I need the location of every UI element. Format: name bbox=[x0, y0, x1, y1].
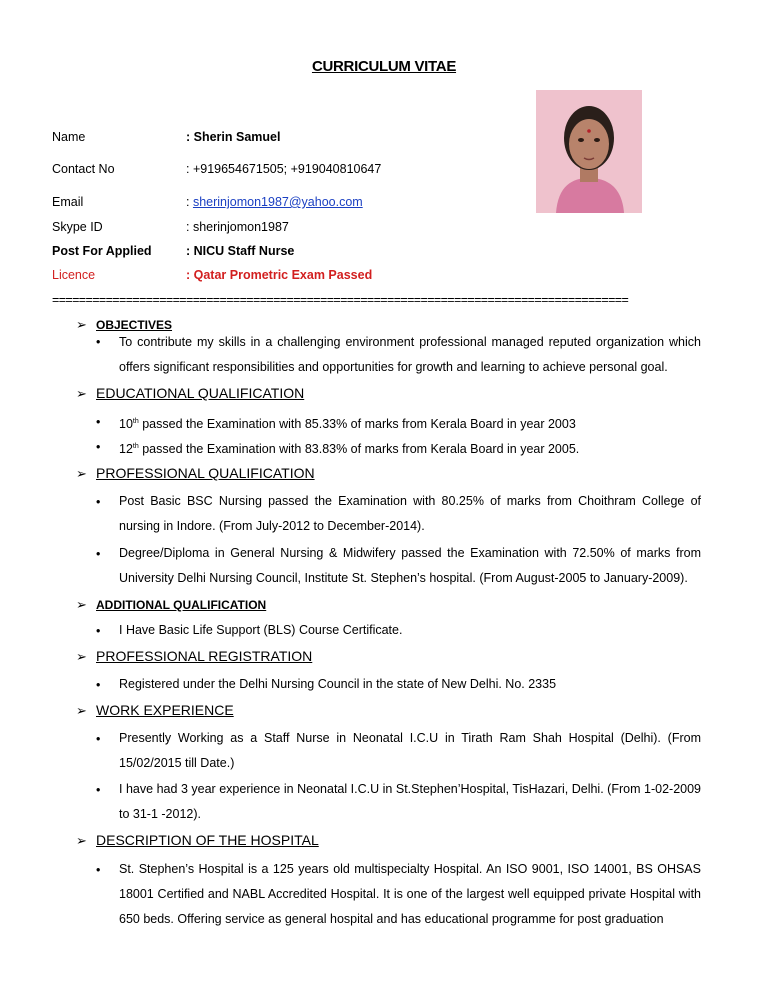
divider-line: ====================================================================================== bbox=[52, 293, 629, 307]
education-text: 10th passed the Examination with 85.33% of marks from Kerala Board in year 2003 bbox=[119, 417, 576, 432]
section-hospital bbox=[76, 832, 319, 849]
section-additional bbox=[76, 597, 266, 613]
skype-label: Skype ID bbox=[52, 220, 103, 234]
bullet-icon: • bbox=[96, 678, 101, 692]
bullet-icon: • bbox=[96, 415, 101, 429]
arrow-icon: ➢ bbox=[76, 703, 87, 718]
section-heading: WORK EXPERIENCE bbox=[96, 702, 234, 718]
objective-text: To contribute my skills in a challenging environment professional managed reputed organization which offers significant responsibilities and opportunities for growth and learning to achieve personal goal. bbox=[119, 335, 701, 374]
bullet-icon: • bbox=[96, 547, 101, 561]
experience-text: I have had 3 year experience in Neonatal I.C.U in St.Stephen’Hospital, TisHazari, Delhi. (From 1-02-2009 to 31-1 -2012). bbox=[119, 782, 701, 821]
profile-photo bbox=[536, 90, 642, 213]
post-value: : NICU Staff Nurse bbox=[186, 244, 295, 258]
professional-text: Post Basic BSC Nursing passed the Examination with 80.25% of marks from Choithram College of nursing in Indore. (From July-2012 to December-2014). bbox=[119, 494, 701, 533]
name-row bbox=[52, 130, 280, 144]
arrow-icon: ➢ bbox=[76, 649, 87, 664]
arrow-icon: ➢ bbox=[76, 317, 87, 332]
post-row bbox=[52, 244, 294, 258]
education-text: 12th passed the Examination with 83.83% of marks from Kerala Board in year 2005. bbox=[119, 442, 580, 457]
professional-text: Degree/Diploma in General Nursing & Midwifery passed the Examination with 72.50% of marks from University Delhi Nursing Council, Institute St. Stephen’s hospital. (From August-2005 to January-2009). bbox=[119, 546, 701, 585]
registration-text: Registered under the Delhi Nursing Council in the state of New Delhi. No. 2335 bbox=[119, 677, 557, 691]
post-label: Post For Applied bbox=[52, 244, 152, 258]
section-heading: PROFESSIONAL REGISTRATION bbox=[96, 648, 313, 664]
arrow-icon: ➢ bbox=[76, 466, 87, 481]
section-professional bbox=[76, 465, 315, 482]
email-prefix: : bbox=[186, 195, 193, 209]
section-heading: DESCRIPTION OF THE HOSPITAL bbox=[96, 832, 319, 848]
bullet-icon: • bbox=[96, 624, 101, 638]
name-value: : Sherin Samuel bbox=[186, 130, 281, 144]
section-heading: ADDITIONAL QUALIFICATION bbox=[96, 598, 267, 612]
contact-label: Contact No bbox=[52, 162, 115, 176]
page-title: CURRICULUM VITAE bbox=[311, 58, 457, 75]
licence-row bbox=[52, 268, 372, 282]
arrow-icon: ➢ bbox=[76, 386, 87, 401]
section-experience bbox=[76, 702, 234, 719]
bullet-icon: • bbox=[96, 440, 101, 454]
contact-value: : +919654671505; +919040810647 bbox=[186, 162, 382, 176]
email-label: Email bbox=[52, 195, 84, 209]
skype-value: : sherinjomon1987 bbox=[186, 220, 289, 234]
section-heading: OBJECTIVES bbox=[96, 318, 173, 332]
bullet-icon: • bbox=[96, 863, 101, 877]
section-heading: EDUCATIONAL QUALIFICATION bbox=[96, 385, 305, 401]
bullet-icon: • bbox=[96, 335, 101, 349]
hospital-text: St. Stephen’s Hospital is a 125 years old multispecialty Hospital. An ISO 9001, ISO 14001, BS OHSAS 18001 Certified and NABL Accredited Hospital. It is one of the largest well equipped private Hospital with 650 beds. Offering service as general hospital and has educational programme for post graduation bbox=[119, 862, 701, 926]
bullet-icon: • bbox=[96, 495, 101, 509]
email-link[interactable]: sherinjomon1987@yahoo.com bbox=[192, 195, 363, 209]
bullet-icon: • bbox=[96, 783, 101, 797]
arrow-icon: ➢ bbox=[76, 833, 87, 848]
licence-label: Licence bbox=[52, 268, 96, 282]
experience-text: Presently Working as a Staff Nurse in Neonatal I.C.U in Tirath Ram Shah Hospital (Delhi). (From 15/02/2015 till Date.) bbox=[119, 731, 701, 770]
licence-value: : Qatar Prometric Exam Passed bbox=[186, 268, 373, 282]
email-row bbox=[52, 195, 363, 209]
section-education bbox=[76, 385, 304, 402]
section-heading: PROFESSIONAL QUALIFICATION bbox=[96, 465, 315, 481]
skype-row bbox=[52, 220, 289, 234]
section-registration bbox=[76, 648, 312, 665]
arrow-icon: ➢ bbox=[76, 597, 87, 612]
bullet-icon: • bbox=[96, 732, 101, 746]
additional-text: I Have Basic Life Support (BLS) Course Certificate. bbox=[119, 623, 403, 637]
name-label: Name bbox=[52, 130, 86, 144]
contact-row bbox=[52, 162, 381, 176]
